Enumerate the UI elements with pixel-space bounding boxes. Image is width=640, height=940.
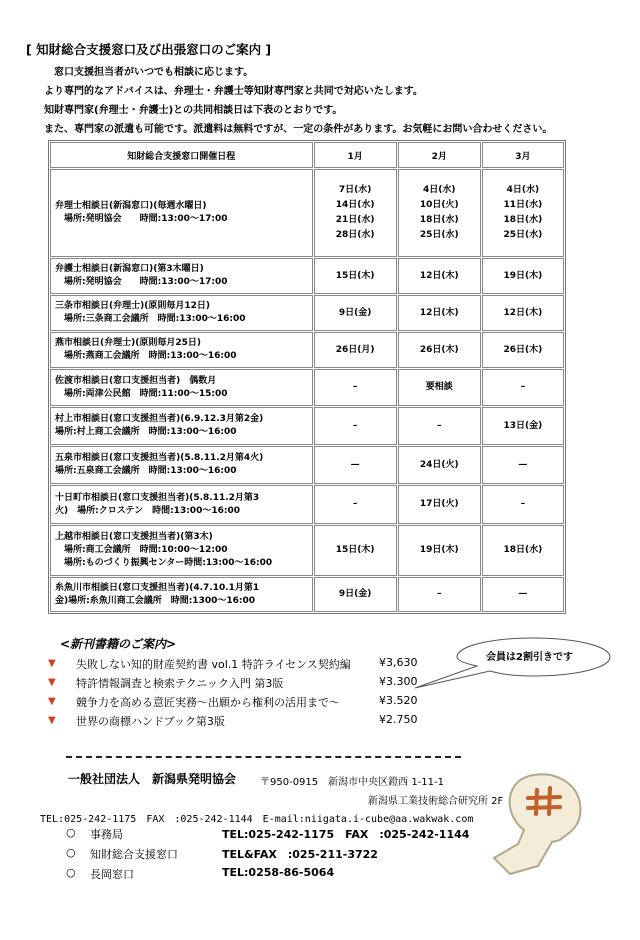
row-description xyxy=(50,577,313,612)
date-value: – xyxy=(520,499,526,509)
date-value: 4日(水) xyxy=(422,185,456,195)
date-value: 24日(火) xyxy=(419,459,459,470)
date-value: – xyxy=(436,589,442,599)
date-cell-m2 xyxy=(398,525,481,576)
date-cell-m2 xyxy=(398,295,481,331)
date-value: 4日(水) xyxy=(506,185,540,195)
arrow-bullet-icon: ▼ xyxy=(48,715,56,726)
row-description xyxy=(50,407,313,445)
book-price: ¥3.520 xyxy=(379,694,418,707)
contact-line: TEL:025-242-1175 FAX :025-242-1144 E-mail:niigata.i-cube@aa.wakwak.com xyxy=(40,814,474,825)
column-header: 2月 xyxy=(398,142,481,168)
date-cell-m2 xyxy=(398,169,481,257)
date-value: 12日(木) xyxy=(419,270,459,281)
book-item xyxy=(48,713,448,726)
description-line: 場所:発明協会 時間:13:00～17:00 xyxy=(55,214,228,224)
intro-line: より専門的なアドバイスは、弁理士・弁護士等知財専門家と共同で対応いたします。 xyxy=(44,86,423,97)
description-line: 場所:商工会議所 時間:10:00～12:00 xyxy=(55,545,228,555)
description-line: 場所:村上商工会議所 時間:13:00～16:00 xyxy=(55,427,237,437)
row-description xyxy=(50,369,313,406)
date-value: 18日(水) xyxy=(503,545,543,555)
date-value: 26日(月) xyxy=(335,344,375,355)
date-value: 15日(木) xyxy=(335,270,375,281)
description-line: 佐渡市相談日(窓口支援担当者) 偶数月 xyxy=(55,375,217,386)
date-cell-m3 xyxy=(482,169,564,257)
postal-address: 〒950-0915 新潟市中央区鐙西 1-11-1 xyxy=(260,777,444,788)
date-value: — xyxy=(350,459,360,470)
date-value: 要相談 xyxy=(425,382,453,392)
date-cell-m3 xyxy=(482,332,564,368)
arrow-bullet-icon: ▼ xyxy=(48,696,56,707)
table-row xyxy=(50,258,564,294)
intro-line: 窓口支援担当者がいつでも相談に応じます。 xyxy=(54,67,254,78)
date-value: 26日(木) xyxy=(503,344,543,355)
table-row xyxy=(50,407,564,445)
table-row xyxy=(50,485,564,524)
circle-mark: ○ xyxy=(66,846,76,859)
date-value: 18日(水) xyxy=(503,215,543,225)
date-value: 25日(水) xyxy=(419,230,459,240)
date-cell-m3 xyxy=(482,258,564,294)
description-line: 五泉市相談日(窓口支援担当者)(5.8.11.2月第4火) xyxy=(55,453,264,463)
date-value: 12日(木) xyxy=(419,307,459,318)
description-line: 場所:両津公民館 時間:11:00～15:00 xyxy=(55,388,228,399)
date-cell-m1 xyxy=(314,485,397,524)
date-cell-m1 xyxy=(314,577,397,612)
table-row xyxy=(50,169,564,257)
column-header: 3月 xyxy=(482,142,564,168)
date-cell-m1 xyxy=(314,332,397,368)
row-description xyxy=(50,169,313,257)
date-value: – xyxy=(352,420,358,431)
date-value: 15日(木) xyxy=(335,545,375,555)
schedule-table xyxy=(48,140,566,614)
circle-mark: ○ xyxy=(66,866,76,879)
table-row xyxy=(50,332,564,368)
date-cell-m3 xyxy=(482,485,564,524)
row-description xyxy=(50,332,313,368)
office-name: 長岡窓口 xyxy=(90,868,134,881)
row-description xyxy=(50,525,313,576)
description-line: 糸魚川市相談日(窓口支援担当者)(4.7.10.1月第1 xyxy=(55,582,260,593)
table-row xyxy=(50,369,564,406)
intro-line: 知財専門家(弁理士・弁護士)との共同相談日は下表のとおりです。 xyxy=(44,105,343,116)
arrow-bullet-icon: ▼ xyxy=(48,658,56,669)
description-line: 村上市相談日(窓口支援担当者)(6.9.12.3月第2金) xyxy=(55,414,264,424)
description-line: 場所:発明協会 時間:13:00～17:00 xyxy=(55,277,228,287)
organization-name: 一般社団法人 新潟県発明協会 xyxy=(68,772,237,786)
date-cell-m1 xyxy=(314,525,397,576)
table-row xyxy=(50,525,564,576)
book-price: ¥3,630 xyxy=(379,656,418,669)
books-heading: <新刊書籍のご案内> xyxy=(60,637,177,651)
date-cell-m3 xyxy=(482,407,564,445)
arrow-bullet-icon: ▼ xyxy=(48,677,56,688)
date-value: 10日(火) xyxy=(419,200,459,210)
office-phone: TEL:0258-86-5064 xyxy=(222,866,335,879)
date-value: 21日(水) xyxy=(335,215,375,225)
office-name: 事務局 xyxy=(90,828,123,841)
row-description xyxy=(50,446,313,484)
description-line: 上越市相談日(窓口支援担当者)(第3木) xyxy=(55,532,213,542)
date-value: 7日(水) xyxy=(338,185,372,195)
description-line: 金)場所:糸魚川商工会議所 時間:1300～16:00 xyxy=(55,595,256,606)
book-price: ¥3.300 xyxy=(379,675,418,688)
date-cell-m1 xyxy=(314,295,397,331)
intro-line: また、専門家の派遣も可能です。派遣料は無料ですが、一定の条件があります。お気軽にお問い合わせください。 xyxy=(44,124,553,135)
book-title: 世界の商標ハンドブック第3版 xyxy=(76,715,225,728)
date-cell-m2 xyxy=(398,332,481,368)
office-phone: TEL&FAX :025-211-3722 xyxy=(222,848,378,861)
date-value: 19日(木) xyxy=(419,545,459,555)
date-value: 25日(水) xyxy=(503,230,543,240)
description-line: 十日町市相談日(窓口支援担当者)(5.8.11.2月第3 xyxy=(55,492,260,503)
row-description xyxy=(50,295,313,331)
column-header: 知財総合支援窓口開催日程 xyxy=(50,142,313,168)
date-value: – xyxy=(436,420,442,431)
row-description xyxy=(50,258,313,294)
date-cell-m3 xyxy=(482,295,564,331)
date-cell-m2 xyxy=(398,369,481,406)
date-cell-m2 xyxy=(398,446,481,484)
page-title: [ 知財総合支援窓口及び出張窓口のご案内 ] xyxy=(26,42,272,57)
date-value: 13日(金) xyxy=(503,420,543,431)
date-value: – xyxy=(352,382,358,392)
description-line: 弁護士相談日(新潟窓口)(第3木曜日) xyxy=(55,264,204,274)
date-cell-m2 xyxy=(398,577,481,612)
description-line: 弁理士相談日(新潟窓口)(毎週水曜日) xyxy=(55,201,207,211)
book-item xyxy=(48,656,448,669)
date-value: 9日(金) xyxy=(338,589,372,599)
table-row xyxy=(50,446,564,484)
date-value: – xyxy=(520,382,526,392)
row-description xyxy=(50,485,313,524)
table-header-row xyxy=(50,142,564,168)
date-value: 14日(水) xyxy=(335,200,375,210)
circle-mark: ○ xyxy=(66,826,76,839)
date-cell-m1 xyxy=(314,369,397,406)
date-cell-m2 xyxy=(398,485,481,524)
divider xyxy=(66,756,461,758)
office-name: 知財総合支援窓口 xyxy=(90,848,178,861)
column-header: 1月 xyxy=(314,142,397,168)
date-value: 26日(木) xyxy=(419,344,459,355)
description-line: 場所:五泉商工会議所 時間:13:00～16:00 xyxy=(55,466,237,476)
description-line: 三条市相談日(弁理士)(原則毎月12日) xyxy=(55,301,210,311)
date-cell-m1 xyxy=(314,407,397,445)
date-cell-m1 xyxy=(314,258,397,294)
book-title: 競争力を高める意匠実務～出願から権利の活用まで～ xyxy=(76,696,340,709)
book-title: 特許情報調査と検索テクニック入門 第3版 xyxy=(76,677,284,690)
discount-note: 会員は2割引きです xyxy=(486,652,573,663)
date-value: 17日(火) xyxy=(419,499,459,509)
stamp-icon xyxy=(490,770,590,880)
table-row xyxy=(50,577,564,612)
date-cell-m1 xyxy=(314,169,397,257)
description-line: 場所:ものづくり振興センター時間:13:00～16:00 xyxy=(55,558,273,568)
table-row xyxy=(50,295,564,331)
date-cell-m2 xyxy=(398,407,481,445)
date-value: — xyxy=(518,459,528,470)
book-item xyxy=(48,675,448,688)
book-price: ¥2.750 xyxy=(379,713,418,726)
date-cell-m3 xyxy=(482,369,564,406)
date-cell-m3 xyxy=(482,446,564,484)
date-value: 18日(水) xyxy=(419,215,459,225)
date-value: 19日(木) xyxy=(503,270,543,281)
office-phone: TEL:025-242-1175 FAX :025-242-1144 xyxy=(222,828,470,841)
description-line: 火) 場所:クロステン 時間:13:00～16:00 xyxy=(55,505,240,516)
date-cell-m3 xyxy=(482,577,564,612)
date-cell-m1 xyxy=(314,446,397,484)
description-line: 場所:三条商工会議所 時間:13:00～16:00 xyxy=(55,314,246,324)
book-item xyxy=(48,694,448,707)
date-value: 11日(水) xyxy=(503,200,543,210)
date-value: — xyxy=(518,589,528,599)
description-line: 場所:燕商工会議所 時間:13:00～16:00 xyxy=(55,351,237,361)
book-title: 失敗しない知的財産契約書 vol.1 特許ライセンス契約編 xyxy=(76,658,351,671)
date-value: 9日(金) xyxy=(338,307,372,318)
building-address: 新潟県工業技術総合研究所 2F xyxy=(368,796,504,807)
date-value: 12日(木) xyxy=(503,307,543,318)
date-cell-m3 xyxy=(482,525,564,576)
date-value: 28日(水) xyxy=(335,230,375,240)
date-cell-m2 xyxy=(398,258,481,294)
date-value: – xyxy=(352,499,358,509)
description-line: 燕市相談日(弁理士)(原則毎月25日) xyxy=(55,338,201,348)
